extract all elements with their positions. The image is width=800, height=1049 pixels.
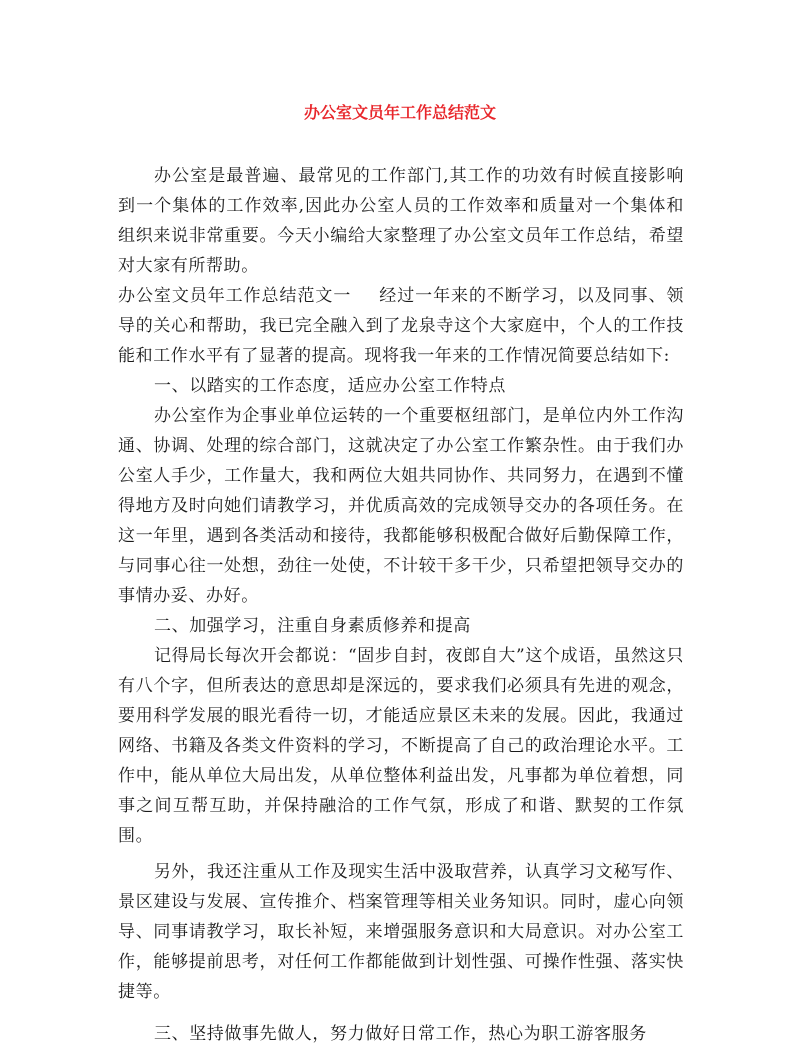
section2-body-2: 另外，我还注重从工作及现实生活中汲取营养，认真学习文秘写作、景区建设与发展、宣传推介、档案管理等相关业务知识。同时，虚心向领导、同事请教学习，取长补短，来增强服务意识和大局意识。对办公室工作，能够提前思考，对任何工作都能做到计划性强、可操作性强、落实快捷等。 — [118, 862, 684, 1002]
sample-paragraph — [118, 281, 684, 371]
section2-heading: 二、加强学习，注重自身素质修养和提高 — [154, 616, 471, 636]
intro-paragraph: 办公室是最普遍、最常见的工作部门,其工作的功效有时候直接影响到一个集体的工作效率,因此办公室人员的工作效率和质量对一个集体和组织来说非常重要。今天小编给大家整理了办公室文员年工作总结，希望对大家有所帮助。 — [118, 166, 684, 276]
sample-heading: 办公室文员年工作总结范文一 — [118, 286, 352, 306]
section1-body: 办公室作为企事业单位运转的一个重要枢纽部门，是单位内外工作沟通、协调、处理的综合部门，这就决定了办公室工作繁杂性。由于我们办公室人手少，工作量大，我和两位大姐共同协作、共同努力，在遇到不懂得地方及时向她们请教学习，并优质高效的完成领导交办的各项任务。在这一年里，遇到各类活动和接待，我都能够积极配合做好后勤保障工作，与同事心往一处想，劲往一处使，不计较干多干少，只希望把领导交办的事情办妥、办好。 — [118, 406, 684, 606]
document-title: 办公室文员年工作总结范文 — [303, 103, 496, 122]
sample-opening-text: 经过一年来的不断学习，以及同事、领导的关心和帮助，我已完全融入到了龙泉寺这个大家庭中，个人的工作技能和工作水平有了显著的提高。现将我一年来的工作情况简要总结如下: — [118, 286, 684, 366]
document-body — [118, 161, 684, 1049]
section2-body-1: 记得局长每次开会都说：“固步自封，夜郎自大”这个成语，虽然这只有八个字，但所表达的意思却是深远的，要求我们必须具有先进的观念，要用科学发展的眼光看待一切，才能适应景区未来的发展。因此，我通过网络、书籍及各类文件资料的学习，不断提高了自己的政治理论水平。工作中，能从单位大局出发，从单位整体利益出发，凡事都为单位着想，同事之间互帮互助，并保持融洽的工作气氛，形成了和谐、默契的工作氛围。 — [118, 646, 684, 846]
section1-heading: 一、以踏实的工作态度，适应办公室工作特点 — [154, 376, 506, 396]
section3-heading: 三、坚持做事先做人，努力做好日常工作，热心为职工游客服务 — [154, 1024, 647, 1044]
